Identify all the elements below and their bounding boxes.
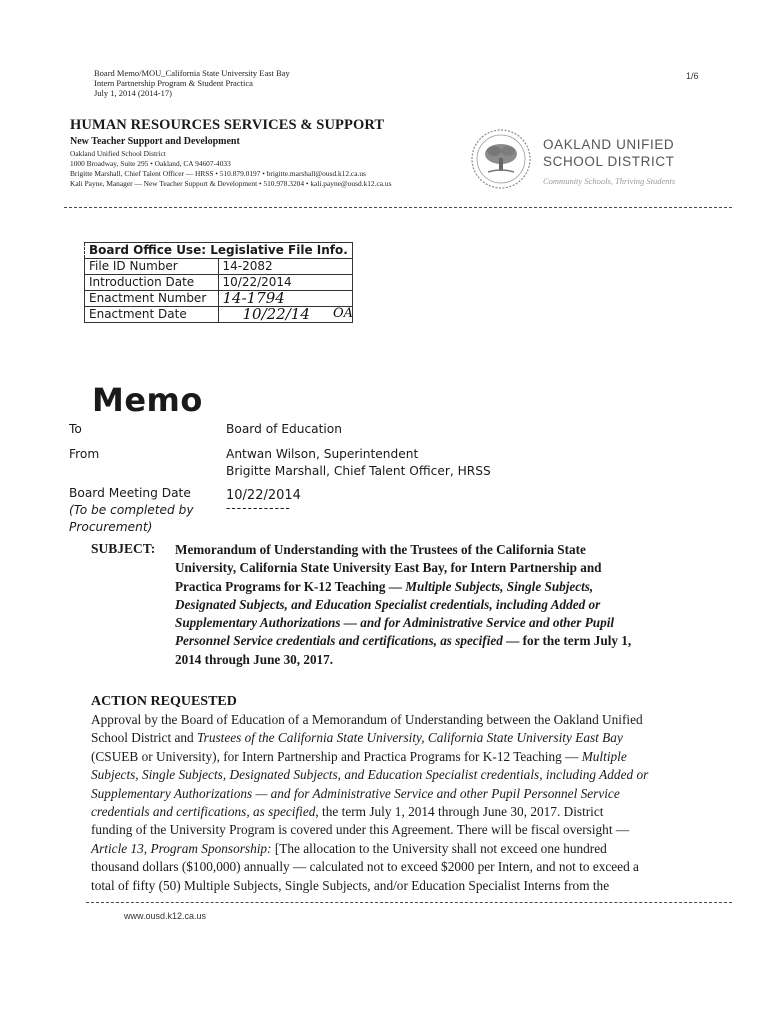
body-line — [91, 729, 751, 747]
enactment-number-label: Enactment Number — [85, 291, 219, 307]
subject-segment: Multiple Subjects, Single Subjects, — [405, 578, 594, 594]
body-segment: Trustees of the California State University, California State University East Bay — [197, 730, 623, 746]
from-value — [226, 446, 491, 480]
subject-line: University, California State University East Bay, for Intern Partnership and — [175, 560, 602, 576]
legislative-table — [84, 242, 353, 323]
introduction-date-label: Introduction Date — [85, 275, 219, 291]
reference-line: Intern Partnership Program & Student Practica — [94, 78, 253, 88]
subject-segment: Supplementary Authorizations — and for Administrative Service and other Pupil — [175, 615, 615, 631]
body-line — [91, 803, 751, 821]
action-requested-body — [91, 711, 751, 895]
body-segment: , the term July 1, 2014 through June 30, 2017. District — [315, 804, 604, 820]
body-segment: (CSUEB or University), for Intern Partnership and Practica Programs for K-12 Teaching — — [91, 748, 582, 764]
body-segment: Supplementary Authorizations — and for Administrative Service and other Pupil Personnel Service — [91, 785, 620, 801]
footer-divider — [86, 902, 732, 903]
oak-tree-seal-icon — [470, 128, 532, 190]
contact-line: 1000 Broadway, Suite 295 • Oakland, CA 94607-4033 — [70, 159, 231, 168]
subject-segment: Personnel Service credentials and certifications, as specified — [175, 633, 503, 649]
body-line: Approval by the Board of Education of a Memorandum of Understanding between the Oakland Unified — [91, 712, 643, 727]
subject-line: 2014 through June 30, 2017. — [175, 651, 334, 667]
enactment-number-value: 14-1794 — [218, 291, 352, 307]
table-row — [85, 307, 353, 323]
district-seal — [470, 128, 532, 190]
subject-segment: — for the term July 1, — [502, 633, 632, 649]
body-segment: School District and — [91, 730, 197, 746]
subject-line — [175, 578, 745, 596]
introduction-date-value: 10/22/2014 — [218, 275, 352, 291]
department-title: HUMAN RESOURCES SERVICES & SUPPORT — [70, 117, 385, 133]
page-number: 1/6 — [686, 71, 699, 81]
memo-title: Memo — [92, 381, 203, 419]
board-meeting-note: (To be completed by — [69, 503, 194, 517]
subject-line — [175, 632, 745, 650]
board-meeting-date-underline: ------------ — [226, 501, 291, 515]
district-name-line: OAKLAND UNIFIED — [543, 137, 675, 152]
department-contact — [70, 149, 391, 189]
body-line — [91, 766, 751, 784]
contact-line: Oakland Unified School District — [70, 149, 166, 158]
action-requested-title: ACTION REQUESTED — [91, 694, 237, 709]
header-divider — [64, 207, 732, 208]
district-name-line: SCHOOL DISTRICT — [543, 154, 675, 169]
subject-segment: Designated Subjects, and Education Specialist credentials, including Added or — [175, 596, 601, 612]
file-id-label: File ID Number — [85, 259, 219, 275]
contact-line: Brigitte Marshall, Chief Talent Officer — HRSS • 510.879.0197 • brigitte.marshall@ousd.k12.ca.us — [70, 169, 366, 178]
body-segment: credentials and certifications, as specified — [91, 804, 316, 820]
from-label: From — [69, 447, 100, 461]
handwritten-initials: OA — [333, 306, 354, 321]
body-line: thousand dollars ($100,000) annually — calculated not to exceed $2000 per Intern, and not to exceed a — [91, 859, 639, 875]
board-meeting-note: Procurement) — [69, 520, 153, 534]
table-row — [85, 291, 353, 307]
body-line — [91, 785, 751, 803]
table-row — [85, 275, 353, 291]
subject-line: Memorandum of Understanding with the Trustees of the California State — [175, 542, 586, 557]
legislative-file-info — [84, 242, 353, 323]
body-segment: Article 13, Program Sponsorship: — [91, 840, 272, 856]
district-tagline: Community Schools, Thriving Students — [543, 176, 676, 186]
department-subtitle: New Teacher Support and Development — [70, 136, 240, 147]
to-label: To — [69, 422, 82, 436]
subject-segment: Practica Programs for K-12 Teaching — — [175, 578, 406, 594]
body-line — [91, 840, 751, 858]
to-value: Board of Education — [226, 422, 342, 436]
board-meeting-date: 10/22/2014 — [226, 488, 301, 503]
enactment-date-label: Enactment Date — [85, 307, 219, 323]
subject-line — [175, 614, 745, 632]
reference-line: July 1, 2014 (2014-17) — [94, 88, 172, 98]
body-line — [91, 748, 751, 766]
board-meeting-label — [69, 485, 194, 536]
file-id-value: 14-2082 — [218, 259, 352, 275]
reference-line: Board Memo/MOU_California State University East Bay — [94, 68, 290, 78]
body-segment: Multiple — [581, 748, 627, 764]
from-line: Antwan Wilson, Superintendent — [226, 447, 419, 461]
board-meeting-date-label: Board Meeting Date — [69, 486, 191, 500]
district-name — [543, 136, 675, 170]
from-line: Brigitte Marshall, Chief Talent Officer, HRSS — [226, 464, 491, 478]
table-row — [85, 259, 353, 275]
body-segment: Subjects, Single Subjects, Designated Subjects, and Education Specialist credentials, including Added or — [91, 767, 649, 783]
legislative-heading: Board Office Use: Legislative File Info. — [85, 243, 353, 259]
enactment-date-value: 10/22/14 — [218, 307, 352, 323]
contact-line: Kali Payne, Manager — New Teacher Support & Development • 510.978.3204 • kali.payne@ousd.k12.ca.us — [70, 179, 392, 188]
body-segment: [The allocation to the University shall not exceed one hundred — [271, 840, 607, 856]
body-line: total of fifty (50) Multiple Subjects, Single Subjects, and/or Education Specialist Interns from the — [91, 877, 610, 893]
footer-url[interactable]: www.ousd.k12.ca.us — [124, 911, 207, 921]
subject-text — [175, 541, 745, 669]
body-line: funding of the University Program is covered under this Agreement. There will be fiscal oversight — — [91, 822, 630, 838]
subject-line — [175, 596, 745, 614]
memo-reference — [94, 68, 290, 98]
subject-label: SUBJECT: — [91, 541, 156, 556]
